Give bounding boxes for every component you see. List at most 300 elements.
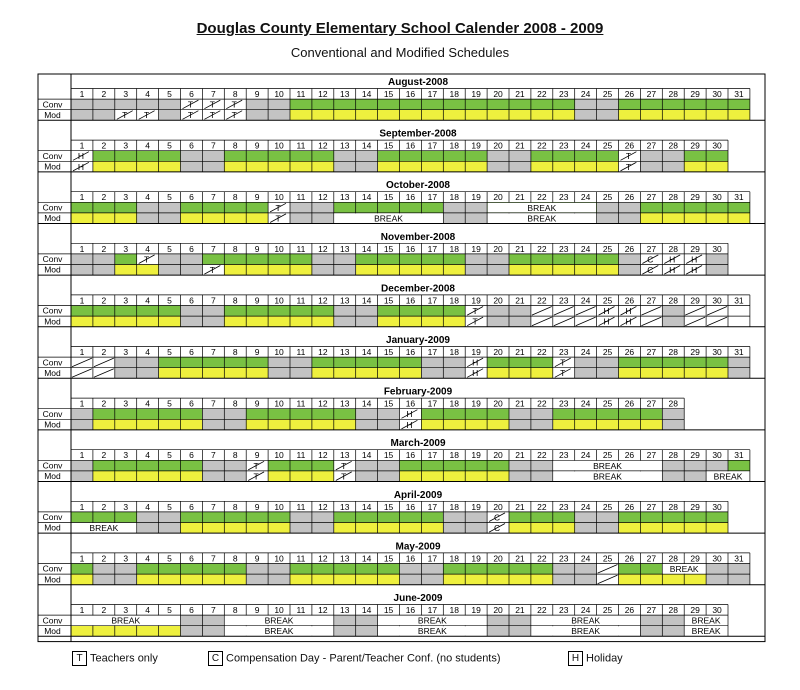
day-number: 26: [624, 605, 635, 615]
day-number: 12: [318, 295, 328, 306]
day-number: 4: [145, 295, 151, 306]
day-cell: [181, 512, 203, 523]
day-number: 4: [145, 140, 151, 151]
day-number: 5: [167, 89, 172, 99]
day-marker: H: [691, 265, 698, 275]
day-cell: [575, 151, 597, 162]
day-cell: [443, 254, 465, 265]
month-title: May-2009: [395, 541, 441, 553]
day-cell: [706, 99, 728, 110]
day-cell: [421, 523, 443, 534]
day-cell: [115, 460, 137, 471]
day-cell: [268, 471, 290, 482]
day-number: 9: [254, 398, 260, 409]
day-number: 12: [318, 243, 328, 254]
day-marker: T: [209, 110, 215, 121]
day-cell: [312, 419, 334, 430]
day-cell: [509, 316, 531, 327]
day-number: 30: [712, 553, 722, 564]
day-cell: [640, 368, 662, 379]
day-number: 8: [232, 140, 238, 151]
day-cell: [640, 213, 662, 224]
day-cell: [531, 368, 553, 379]
break-label: BREAK: [264, 626, 294, 637]
day-number: 13: [340, 553, 350, 564]
day-number: 16: [405, 347, 416, 357]
day-number: 10: [274, 295, 284, 306]
day-number: 8: [232, 295, 238, 306]
day-number: 5: [167, 450, 172, 461]
day-cell: [421, 419, 443, 430]
day-cell: [159, 409, 181, 420]
day-cell: [509, 419, 531, 430]
day-cell: [465, 574, 487, 585]
day-number: 27: [646, 501, 657, 512]
day-number: 28: [668, 398, 678, 409]
day-number: 2: [101, 605, 107, 615]
day-cell: [290, 471, 312, 482]
day-number: 24: [580, 398, 591, 409]
day-cell: [334, 202, 356, 213]
day-number: 22: [537, 140, 547, 151]
day-cell: [115, 254, 137, 265]
day-number: 18: [449, 450, 459, 461]
day-cell: [619, 265, 641, 276]
day-cell: [509, 110, 531, 121]
day-cell: [509, 368, 531, 379]
day-cell: [487, 615, 509, 626]
day-cell: [181, 265, 203, 276]
day-cell: [378, 460, 400, 471]
day-number: 1: [79, 140, 85, 151]
day-cell: [487, 306, 509, 317]
day-cell: [706, 161, 728, 172]
day-cell: [619, 419, 641, 430]
day-cell: [728, 213, 750, 224]
day-cell: [662, 460, 684, 471]
day-cell: [443, 409, 465, 420]
day-number: 5: [167, 192, 172, 203]
day-cell: [181, 357, 203, 368]
month-title: November-2008: [380, 231, 456, 243]
day-number: 5: [167, 295, 172, 306]
day-cell: [334, 523, 356, 534]
day-number: 26: [624, 450, 635, 461]
day-cell: [93, 161, 115, 172]
day-cell: [181, 316, 203, 327]
day-cell: [575, 564, 597, 575]
day-number: 10: [274, 243, 284, 254]
row-label-mod: Mod: [44, 574, 61, 585]
day-cell: [378, 265, 400, 276]
day-cell: [356, 460, 378, 471]
day-cell: [71, 626, 93, 637]
day-number: 5: [167, 553, 172, 564]
day-cell: [509, 306, 531, 317]
day-number: 7: [210, 243, 216, 254]
day-cell: [334, 306, 356, 317]
day-number: 12: [318, 450, 328, 461]
day-cell: [356, 357, 378, 368]
day-cell: [443, 357, 465, 368]
day-cell: [181, 615, 203, 626]
day-cell: [421, 306, 443, 317]
day-cell: [334, 151, 356, 162]
day-number: 25: [602, 605, 613, 615]
break-label: BREAK: [264, 615, 294, 626]
day-cell: [443, 99, 465, 110]
day-cell: [509, 523, 531, 534]
day-number: 27: [646, 605, 657, 615]
month-title: September-2008: [379, 128, 457, 140]
day-cell: [706, 574, 728, 585]
day-cell: [312, 265, 334, 276]
row-label-mod: Mod: [44, 522, 61, 533]
row-label-mod: Mod: [44, 213, 61, 224]
day-number: 18: [449, 398, 459, 409]
day-number: 24: [580, 450, 591, 461]
day-cell: [509, 626, 531, 637]
day-number: 1: [79, 295, 85, 306]
day-cell: [334, 254, 356, 265]
day-cell: [268, 265, 290, 276]
day-cell: [421, 564, 443, 575]
day-cell: [531, 419, 553, 430]
day-number: 4: [145, 192, 151, 203]
day-cell: [400, 151, 422, 162]
day-cell: [224, 213, 246, 224]
day-cell: [356, 615, 378, 626]
day-cell: [71, 99, 93, 110]
day-cell: [400, 512, 422, 523]
day-cell: [465, 151, 487, 162]
day-cell: [662, 615, 684, 626]
day-marker: H: [472, 357, 479, 368]
day-number: 15: [383, 243, 394, 254]
day-number: 28: [668, 347, 678, 357]
row-label-conv: Conv: [42, 254, 63, 265]
day-cell: [378, 523, 400, 534]
day-cell: [597, 357, 619, 368]
day-number: 21: [515, 398, 525, 409]
day-number: 15: [383, 347, 394, 357]
day-marker: T: [472, 316, 478, 327]
day-number: 8: [232, 192, 238, 203]
day-number: 28: [668, 243, 678, 254]
day-cell: [356, 110, 378, 121]
day-cell: [400, 316, 422, 327]
day-cell: [181, 306, 203, 317]
day-number: 4: [145, 605, 151, 615]
day-number: 12: [318, 140, 328, 151]
day-cell: [662, 151, 684, 162]
day-cell: [290, 368, 312, 379]
day-cell: [597, 265, 619, 276]
day-cell: [421, 460, 443, 471]
day-number: 13: [340, 192, 350, 203]
day-cell: [181, 564, 203, 575]
day-cell: [662, 419, 684, 430]
day-number: 18: [449, 347, 459, 357]
day-cell: [421, 471, 443, 482]
day-number: 7: [210, 192, 216, 203]
day-cell: [509, 161, 531, 172]
day-number: 21: [515, 347, 525, 357]
day-cell: [93, 202, 115, 213]
day-cell: [268, 306, 290, 317]
day-cell: [137, 202, 159, 213]
day-cell: [181, 523, 203, 534]
day-number: 13: [340, 347, 350, 357]
day-number: 29: [690, 295, 700, 306]
day-cell: [356, 265, 378, 276]
legend-symbol-t: T: [72, 651, 87, 666]
day-cell: [706, 110, 728, 121]
day-cell: [159, 306, 181, 317]
day-cell: [640, 409, 662, 420]
day-cell: [378, 99, 400, 110]
row-label-mod: Mod: [44, 625, 61, 636]
day-cell: [465, 254, 487, 265]
day-number: 11: [296, 347, 306, 357]
day-number: 10: [274, 192, 284, 203]
day-number: 22: [537, 553, 547, 564]
day-cell: [356, 316, 378, 327]
day-cell: [224, 202, 246, 213]
day-cell: [334, 409, 356, 420]
day-number: 21: [515, 450, 525, 461]
day-number: 21: [515, 501, 525, 512]
day-cell: [662, 523, 684, 534]
day-cell: [684, 151, 706, 162]
day-cell: [728, 574, 750, 585]
day-number: 3: [123, 295, 129, 306]
day-cell: [268, 254, 290, 265]
day-cell: [246, 202, 268, 213]
day-cell: [640, 202, 662, 213]
day-number: 13: [340, 89, 350, 99]
day-number: 30: [712, 450, 722, 461]
day-number: 10: [274, 450, 284, 461]
day-cell: [619, 357, 641, 368]
day-cell: [684, 460, 706, 471]
day-cell: [706, 512, 728, 523]
day-number: 8: [232, 89, 238, 99]
day-cell: [487, 110, 509, 121]
day-number: 19: [471, 605, 481, 615]
day-cell: [181, 409, 203, 420]
day-cell: [290, 409, 312, 420]
day-cell: [224, 564, 246, 575]
day-cell: [487, 99, 509, 110]
day-number: 11: [296, 243, 306, 254]
day-cell: [115, 265, 137, 276]
day-number: 27: [646, 295, 657, 306]
day-cell: [356, 368, 378, 379]
day-number: 5: [167, 605, 172, 615]
day-cell: [400, 460, 422, 471]
day-cell: [268, 512, 290, 523]
day-number: 11: [296, 553, 306, 564]
day-number: 19: [471, 89, 481, 99]
day-cell: [93, 254, 115, 265]
day-cell: [662, 357, 684, 368]
day-cell: [268, 316, 290, 327]
day-cell: [159, 265, 181, 276]
day-cell: [115, 564, 137, 575]
day-cell: [728, 306, 750, 317]
day-cell: [115, 409, 137, 420]
day-number: 10: [274, 501, 284, 512]
day-number: 29: [690, 243, 700, 254]
day-cell: [115, 368, 137, 379]
day-number: 13: [340, 398, 350, 409]
day-number: 7: [210, 553, 216, 564]
day-number: 4: [145, 398, 151, 409]
day-cell: [268, 419, 290, 430]
day-number: 3: [123, 398, 129, 409]
day-cell: [487, 254, 509, 265]
day-cell: [487, 419, 509, 430]
day-cell: [509, 460, 531, 471]
day-cell: [378, 409, 400, 420]
day-number: 7: [210, 398, 216, 409]
day-cell: [202, 512, 224, 523]
day-cell: [378, 254, 400, 265]
break-label: BREAK: [527, 202, 557, 213]
day-number: 27: [646, 89, 657, 99]
day-cell: [575, 512, 597, 523]
day-number: 29: [690, 347, 700, 357]
month-title: August-2008: [387, 77, 449, 88]
day-number: 20: [493, 398, 503, 409]
day-cell: [334, 626, 356, 637]
day-number: 5: [167, 243, 172, 254]
row-label-mod: Mod: [44, 367, 61, 378]
day-cell: [619, 523, 641, 534]
day-cell: [181, 419, 203, 430]
day-number: 7: [210, 140, 216, 151]
day-cell: [224, 316, 246, 327]
day-cell: [290, 523, 312, 534]
day-number: 14: [361, 243, 372, 254]
day-cell: [93, 512, 115, 523]
day-cell: [378, 161, 400, 172]
day-cell: [224, 409, 246, 420]
day-number: 18: [449, 192, 459, 203]
day-cell: [421, 202, 443, 213]
day-cell: [290, 202, 312, 213]
day-number: 3: [123, 450, 129, 461]
day-cell: [137, 419, 159, 430]
day-cell: [443, 419, 465, 430]
day-number: 11: [296, 295, 306, 306]
day-cell: [640, 357, 662, 368]
day-cell: [378, 151, 400, 162]
day-number: 30: [712, 89, 722, 99]
day-marker: T: [625, 151, 632, 162]
day-cell: [575, 523, 597, 534]
day-cell: [202, 368, 224, 379]
day-cell: [597, 368, 619, 379]
day-cell: [224, 357, 246, 368]
day-cell: [662, 110, 684, 121]
day-number: 17: [427, 501, 438, 512]
day-cell: [443, 316, 465, 327]
day-cell: [71, 213, 93, 224]
day-number: 15: [383, 295, 394, 306]
day-cell: [640, 512, 662, 523]
day-number: 9: [254, 553, 260, 564]
day-cell: [443, 110, 465, 121]
day-marker: T: [341, 460, 347, 471]
day-number: 2: [101, 398, 107, 409]
day-marker: T: [209, 99, 215, 110]
day-number: 23: [559, 553, 569, 564]
day-number: 14: [361, 398, 372, 409]
day-number: 30: [712, 347, 722, 357]
day-number: 12: [318, 347, 328, 357]
row-label-conv: Conv: [42, 202, 63, 213]
day-cell: [224, 161, 246, 172]
day-cell: [224, 306, 246, 317]
day-cell: [465, 161, 487, 172]
month-title: March-2009: [390, 438, 446, 450]
day-number: 26: [624, 501, 635, 512]
day-cell: [662, 316, 684, 327]
day-cell: [181, 574, 203, 585]
day-cell: [71, 471, 93, 482]
day-number: 14: [361, 605, 372, 615]
day-cell: [487, 151, 509, 162]
day-cell: [619, 409, 641, 420]
day-cell: [115, 512, 137, 523]
day-cell: [509, 357, 531, 368]
day-marker: T: [231, 99, 237, 110]
day-cell: [356, 306, 378, 317]
row-label-conv: Conv: [42, 512, 63, 523]
day-cell: [706, 151, 728, 162]
day-number: 19: [471, 450, 481, 461]
day-number: 16: [405, 553, 416, 564]
day-number: 9: [254, 140, 260, 151]
day-cell: [181, 368, 203, 379]
day-number: 16: [405, 295, 416, 306]
day-cell: [356, 471, 378, 482]
day-cell: [202, 213, 224, 224]
day-marker: T: [275, 202, 281, 213]
day-number: 2: [101, 501, 107, 512]
day-number: 16: [405, 605, 416, 615]
day-cell: [268, 357, 290, 368]
day-cell: [290, 419, 312, 430]
day-cell: [684, 368, 706, 379]
day-cell: [662, 512, 684, 523]
break-label: BREAK: [713, 471, 743, 482]
day-number: 28: [668, 553, 678, 564]
day-cell: [159, 574, 181, 585]
day-cell: [706, 564, 728, 575]
page-title: Douglas County Elementary School Calender 2008 - 2009: [196, 20, 604, 37]
day-number: 26: [624, 192, 635, 203]
day-marker: T: [625, 161, 632, 172]
day-cell: [684, 471, 706, 482]
day-number: 14: [361, 450, 372, 461]
day-number: 16: [405, 192, 416, 203]
day-cell: [553, 409, 575, 420]
day-cell: [290, 265, 312, 276]
day-number: 4: [145, 243, 151, 254]
